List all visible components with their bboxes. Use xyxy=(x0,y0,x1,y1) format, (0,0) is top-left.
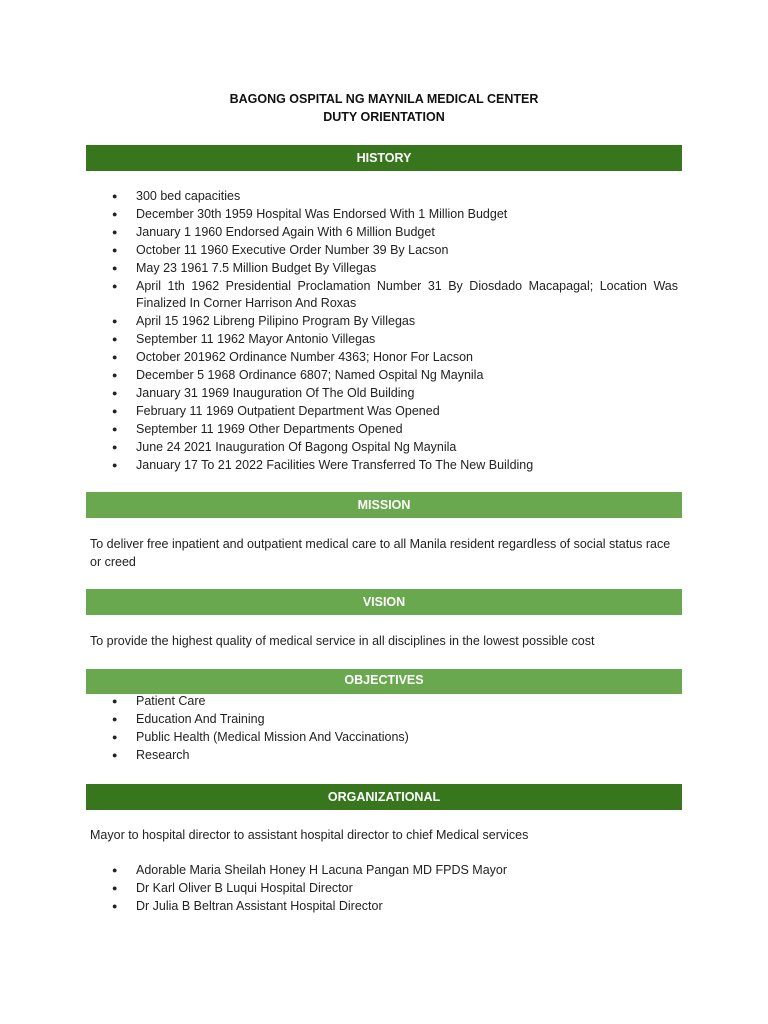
list-item: ● January 1 1960 Endorsed Again With 6 Million Budget xyxy=(112,224,678,242)
list-item: ● September 11 1969 Other Departments Opened xyxy=(112,421,678,439)
objectives-heading: OBJECTIVES xyxy=(86,669,682,694)
list-item: ● Dr Karl Oliver B Luqui Hospital Director xyxy=(112,880,678,898)
mission-heading: MISSION xyxy=(86,492,682,518)
list-item: ● April 15 1962 Libreng Pilipino Program By Villegas xyxy=(112,313,678,331)
organizational-list xyxy=(112,862,678,916)
mission-text: To deliver free inpatient and outpatient medical care to all Manila resident regardless of social status race or creed xyxy=(90,537,671,569)
list-item: ● Public Health (Medical Mission And Vaccinations) xyxy=(112,729,678,747)
list-item: ● Patient Care xyxy=(112,693,678,711)
list-item: ● Education And Training xyxy=(112,711,678,729)
list-item: ● February 11 1969 Outpatient Department Was Opened xyxy=(112,403,678,421)
list-item: ● October 201962 Ordinance Number 4363; Honor For Lacson xyxy=(112,349,678,367)
list-item: ● Dr Julia B Beltran Assistant Hospital Director xyxy=(112,898,678,916)
organizational-text: Mayor to hospital director to assistant hospital director to chief Medical services xyxy=(90,828,529,842)
vision-text: To provide the highest quality of medical service in all disciplines in the lowest possible cost xyxy=(90,634,595,648)
list-item: ● May 23 1961 7.5 Million Budget By Villegas xyxy=(112,260,678,278)
list-item: ● 300 bed capacities xyxy=(112,188,678,206)
organizational-heading: ORGANIZATIONAL xyxy=(86,784,682,810)
list-item: ● October 11 1960 Executive Order Number 39 By Lacson xyxy=(112,242,678,260)
history-heading: HISTORY xyxy=(86,145,682,171)
list-item: ● Research xyxy=(112,747,678,765)
list-item: ● June 24 2021 Inauguration Of Bagong Ospital Ng Maynila xyxy=(112,439,678,457)
list-item: ● January 31 1969 Inauguration Of The Old Building xyxy=(112,385,678,403)
list-item: ● December 5 1968 Ordinance 6807; Named Ospital Ng Maynila xyxy=(112,367,678,385)
list-item: ● April 1th 1962 Presidential Proclamation Number 31 By Diosdado Macapagal; Location Was Finalized In Corner Harrison And Roxas xyxy=(112,278,678,314)
list-item: ● September 11 1962 Mayor Antonio Villegas xyxy=(112,331,678,349)
document-subtitle: DUTY ORIENTATION xyxy=(323,110,445,124)
list-item: ● January 17 To 21 2022 Facilities Were Transferred To The New Building xyxy=(112,457,678,475)
list-item: ● Adorable Maria Sheilah Honey H Lacuna Pangan MD FPDS Mayor xyxy=(112,862,678,880)
document-title: BAGONG OSPITAL NG MAYNILA MEDICAL CENTER xyxy=(229,92,539,106)
objectives-list xyxy=(112,693,678,765)
vision-heading: VISION xyxy=(86,589,682,615)
list-item: ● December 30th 1959 Hospital Was Endorsed With 1 Million Budget xyxy=(112,206,678,224)
history-list xyxy=(112,188,678,475)
